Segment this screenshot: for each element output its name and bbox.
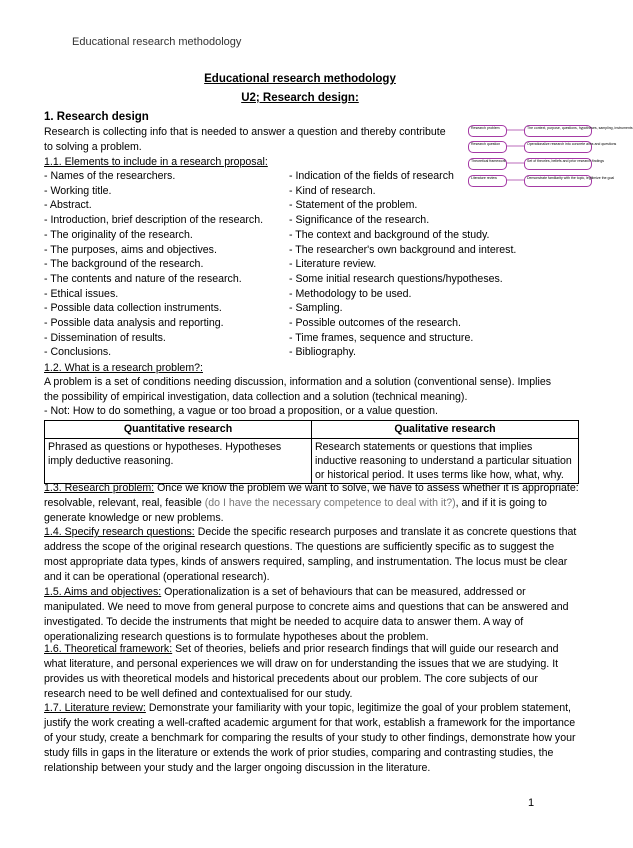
- section-1-5-text: Operationalization is a set of behaviours that can be measured, addressed or manipulated. We need to move from general purpose to concrete aims and questions that can be answered and investigated. To decide the instruments that might be needed to acquire data to answer them. A way of operationalizing research questions is to formulate hypotheses about the problem.: [44, 586, 569, 643]
- proposal-heading: 1.1. Elements to include in a research proposal:: [44, 156, 268, 168]
- list-item: - Time frames, sequence and structure.: [289, 331, 474, 344]
- diagram-node-research-question-detail: Operationalize research into concrete aims and questions: [524, 141, 592, 153]
- list-item: - Possible outcomes of the research.: [289, 317, 461, 329]
- list-item: - Indication of the fields of research: [289, 170, 454, 182]
- section-heading-research-design: 1. Research design: [44, 111, 149, 123]
- section-1-7: [44, 701, 579, 776]
- section-1-6-label: 1.6. Theoretical framework:: [44, 643, 173, 655]
- section-1-4: [44, 525, 579, 585]
- list-item: - Conclusions.: [44, 346, 112, 359]
- section-1-3: [44, 481, 579, 526]
- problem-line-1: A problem is a set of conditions needing discussion, information and a solution (conventional sense). Implies: [44, 376, 552, 388]
- research-flow-diagram: [468, 124, 633, 188]
- section-1-7-label: 1.7. Literature review:: [44, 702, 146, 714]
- intro-line-2: to solving a problem.: [44, 141, 142, 153]
- section-1-6-text: Set of theories, beliefs and prior research findings that will guide our research and what literature, and personal experiences we will draw on for understanding the issues that we are studying. It provides us with theoretical models and historical precedents about our problem. The core subjects of our research need to be well defined and contextualised for our study.: [44, 643, 559, 700]
- section-1-5: [44, 585, 579, 645]
- section-1-6: [44, 642, 579, 702]
- table-header-qualitative: Qualitative research: [312, 421, 579, 439]
- table-cell-quantitative: Phrased as questions or hypotheses. Hypotheses imply deductive reasoning.: [45, 439, 312, 484]
- section-1-3-label: 1.3. Research problem:: [44, 482, 155, 494]
- list-item: - Literature review.: [289, 258, 377, 271]
- list-item: - The contents and nature of the research.: [44, 272, 242, 285]
- list-item: - Abstract.: [44, 199, 92, 212]
- list-item: - Some initial research questions/hypotheses.: [289, 272, 503, 285]
- table-header-quantitative: Quantitative research: [45, 421, 312, 439]
- running-header: Educational research methodology: [72, 36, 242, 48]
- section-1-4-label: 1.4. Specify research questions:: [44, 526, 195, 538]
- table-row: [45, 439, 579, 484]
- list-item: - Introduction, brief description of the research.: [44, 214, 264, 227]
- problem-line-2: the possibility of empirical investigation, data collection and a solution (technical meaning).: [44, 391, 468, 403]
- list-item: - Names of the researchers.: [44, 170, 176, 182]
- list-item: - Significance of the research.: [289, 214, 430, 227]
- diagram-node-theoretical-framework-detail: Set of theories, beliefs and prior research findings: [524, 158, 592, 170]
- page-number: 1: [528, 797, 535, 809]
- diagram-node-theoretical-framework: Theoretical framework: [468, 158, 507, 170]
- problem-heading: 1.2. What is a research problem?:: [44, 362, 203, 374]
- section-1-4-text: Decide the specific research purposes and translate it as concrete questions that address the scope of the original research questions. The questions are sufficiently specific as to suggest the most appropriate data types, kinds of answers required, sampling, and instrumentation. The locus must be clear and it can be operational (operational research).: [44, 526, 577, 583]
- table-header-row: [45, 421, 579, 439]
- document-subtitle: U2; Research design:: [241, 92, 359, 104]
- list-item: - Possible data collection instruments.: [44, 302, 222, 315]
- diagram-node-research-problem: Research problem: [468, 125, 507, 137]
- problem-line-3: - Not: How to do something, a vague or too broad a proposition, or a value question.: [44, 405, 438, 417]
- list-item: - The originality of the research.: [44, 228, 193, 241]
- list-item: - Possible data analysis and reporting.: [44, 317, 224, 329]
- list-item: - Methodology to be used.: [289, 287, 412, 300]
- section-1-5-label: 1.5. Aims and objectives:: [44, 586, 162, 598]
- list-item: - Working title.: [44, 184, 112, 197]
- diagram-node-research-problem-detail: The context, purpose, questions, hypotheses, sampling, instruments: [524, 125, 592, 137]
- section-1-3-text: Once we know the problem we want to solve, we have to assess whether it is appropriate: resolvable, relevant, real, feasible: [44, 482, 579, 509]
- list-item: - Kind of research.: [289, 184, 376, 197]
- list-item: - Sampling.: [289, 302, 343, 315]
- list-item: - Statement of the problem.: [289, 199, 418, 212]
- diagram-node-literature-review-detail: Demonstrate familiarity with the topic, legitimize the goal: [524, 175, 592, 187]
- list-item: - The researcher's own background and interest.: [289, 243, 517, 256]
- list-item: - Ethical issues.: [44, 287, 119, 300]
- diagram-node-literature-review: Literature review: [468, 175, 507, 187]
- section-1-3-text-end: , and if it is going to generate knowledge or new problems.: [44, 497, 547, 524]
- list-item: - Bibliography.: [289, 346, 356, 359]
- intro-line-1: Research is collecting info that is needed to answer a question and thereby contribute: [44, 126, 446, 138]
- list-item: - The purposes, aims and objectives.: [44, 243, 217, 256]
- document-title: Educational research methodology: [204, 73, 396, 85]
- list-item: - The context and background of the study.: [289, 228, 490, 241]
- list-item: - The background of the research.: [44, 258, 204, 271]
- section-1-7-text: Demonstrate your familiarity with your topic, legitimize the goal of your problem statement, justify the work creating a well-crafted academic argument for that work, establish a framework for the importance of your study, create a benchmark for comparing the results of your study to other findings, demonstrate how your study fills in gaps in the literature or extends the work of prior studies, comparing and contrasting studies, the relationship between your study and the larger ongoing discussion in the literature.: [44, 702, 576, 774]
- diagram-node-research-question: Research question: [468, 141, 507, 153]
- table-cell-qualitative: Research statements or questions that implies inductive reasoning to understand a particular situation or historical period. It uses terms like how, what, why.: [312, 439, 579, 484]
- quant-qual-table: [44, 420, 579, 484]
- section-1-3-aside: (do I have the necessary competence to deal with it?): [204, 497, 456, 509]
- list-item: - Dissemination of results.: [44, 331, 166, 344]
